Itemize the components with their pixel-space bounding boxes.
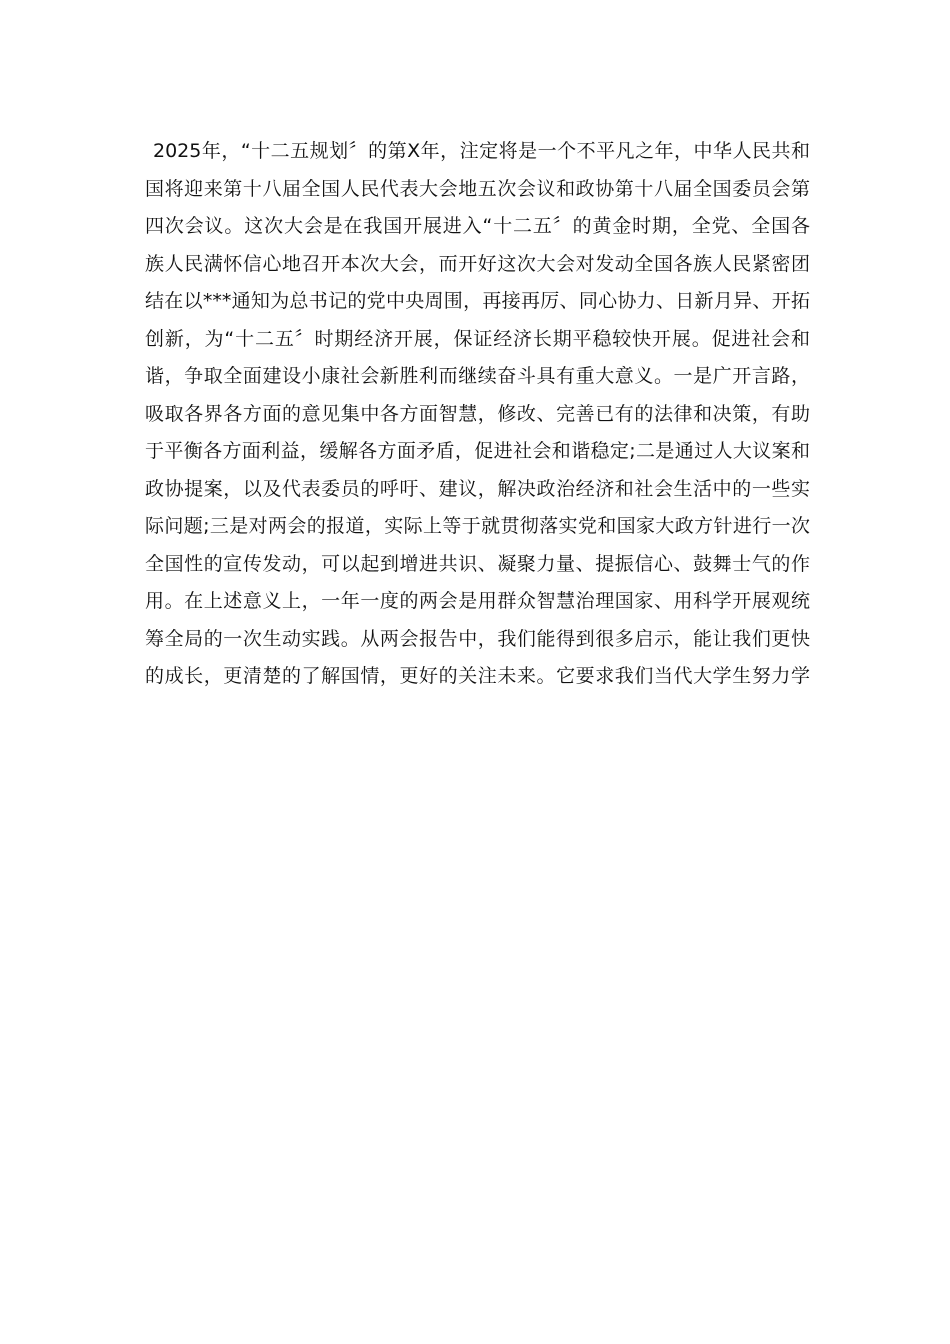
- paragraph-line: 谐，争取全面建设小康社会新胜利而继续奋斗具有重大意义。一是广开言路，: [145, 365, 810, 387]
- paragraph-line: 政协提案，以及代表委员的呼吁、建议，解决政治经济和社会生活中的一些实: [145, 477, 810, 500]
- paragraph-line: 国将迎来第十八届全国人民代表大会地五次会议和政协第十八届全国委员会第: [145, 177, 810, 200]
- paragraph-line: 全国性的宣传发动，可以起到增进共识、凝聚力量、提振信心、鼓舞士气的作: [145, 552, 810, 575]
- paragraph-line: 创新，为“十二五〞时期经济开展，保证经济长期平稳较快开展。促进社会和: [145, 327, 810, 350]
- paragraph-line: 的成长，更清楚的了解国情，更好的关注未来。它要求我们当代大学生努力学: [145, 665, 810, 687]
- paragraph-line: 筹全局的一次生动实践。从两会报告中，我们能得到很多启示，能让我们更快: [145, 627, 810, 650]
- paragraph-line: 结在以***通知为总书记的党中央周围，再接再厉、同心协力、日新月异、开拓: [145, 290, 810, 312]
- paragraph-line: 于平衡各方面利益，缓解各方面矛盾，促进社会和谐稳定;二是通过人大议案和: [145, 440, 810, 462]
- paragraph-line: 用。在上述意义上，一年一度的两会是用群众智慧治理国家、用科学开展观统: [145, 590, 810, 612]
- body-paragraph: [145, 133, 810, 696]
- paragraph-line: 四次会议。这次大会是在我国开展进入“十二五〞的黄金时期，全党、全国各: [145, 215, 810, 237]
- paragraph-line: 吸取各界各方面的意见集中各方面智慧，修改、完善已有的法律和决策，有助: [145, 402, 810, 425]
- paragraph-line: 2025年，“十二五规划〞的第X年，注定将是一个不平凡之年，中华人民共和: [153, 140, 810, 162]
- paragraph-line: 际问题;三是对两会的报道，实际上等于就贯彻落实党和国家大政方针进行一次: [145, 515, 810, 537]
- paragraph-line: 族人民满怀信心地召开本次大会，而开好这次大会对发动全国各族人民紧密团: [145, 252, 810, 275]
